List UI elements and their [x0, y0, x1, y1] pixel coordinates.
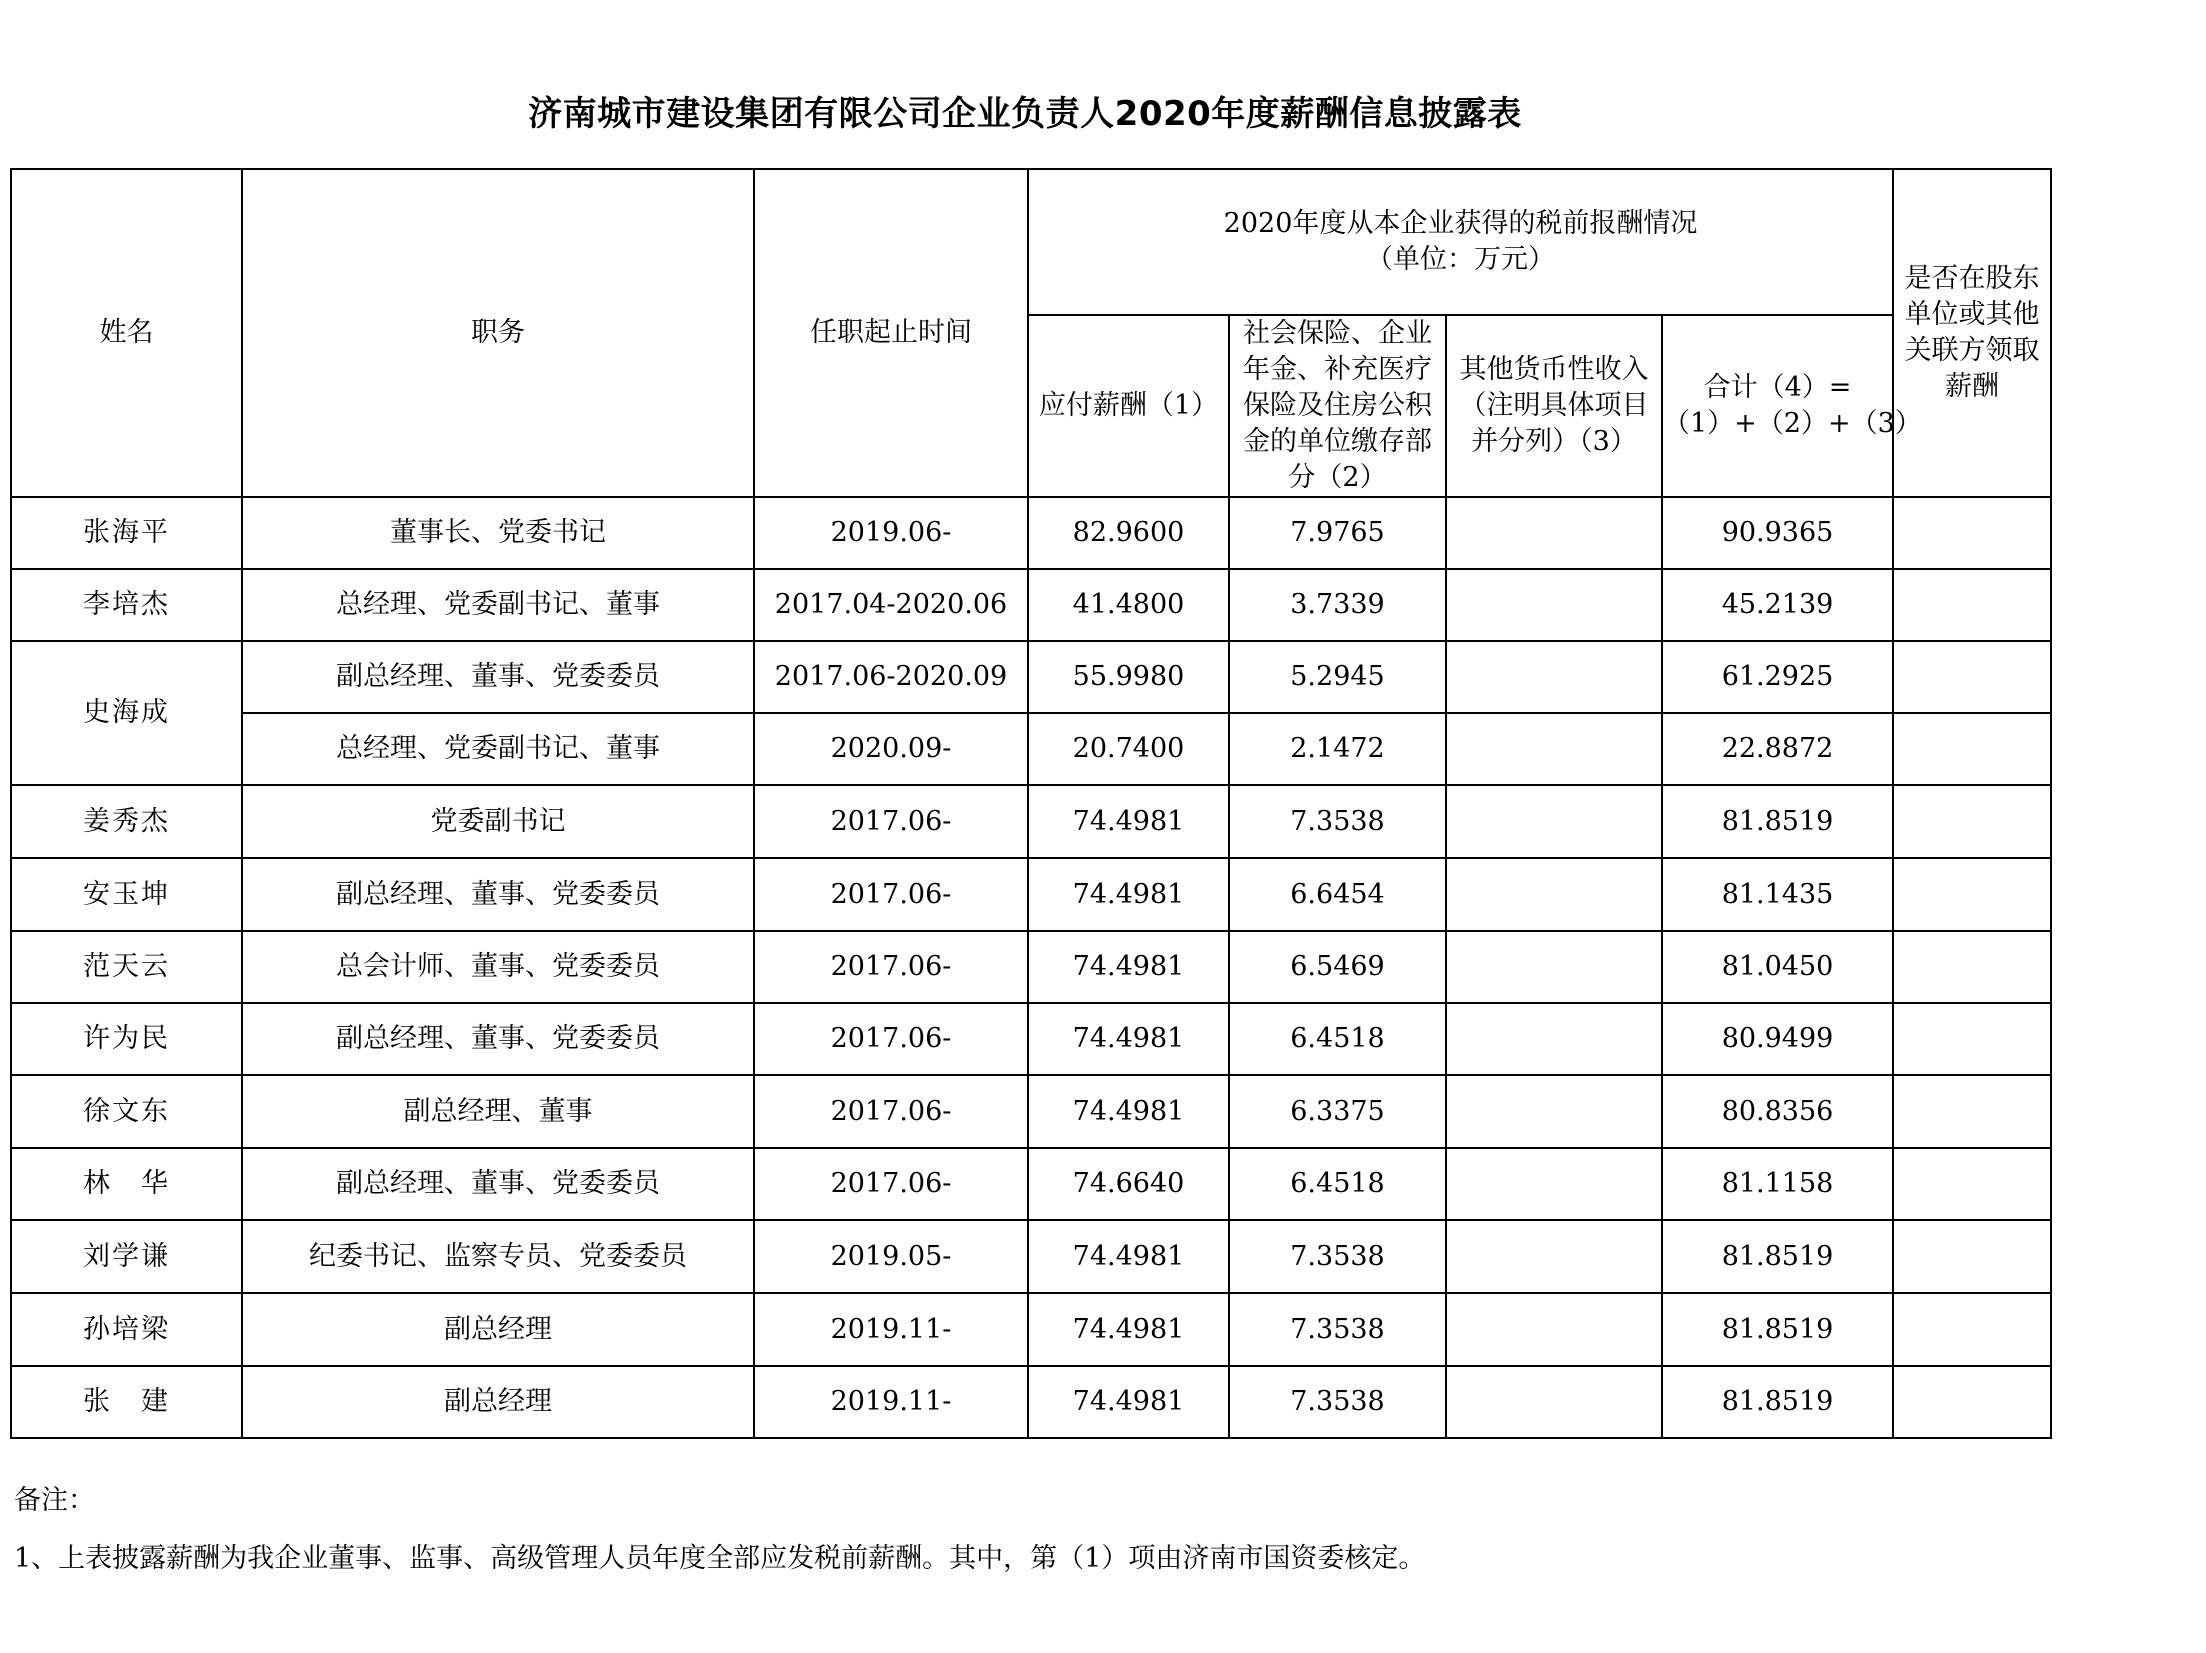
cell-other-income	[1446, 785, 1662, 858]
cell-term: 2017.04-2020.06	[754, 569, 1028, 641]
cell-payable: 74.4981	[1028, 1220, 1229, 1293]
cell-other-party	[1893, 785, 2051, 858]
cell-position: 总经理、党委副书记、董事	[242, 569, 754, 641]
cell-name: 刘学谦	[11, 1220, 242, 1293]
cell-total: 90.9365	[1662, 497, 1893, 569]
cell-other-party	[1893, 1366, 2051, 1438]
cell-name: 李培杰	[11, 569, 242, 641]
cell-term: 2017.06-	[754, 1003, 1028, 1075]
cell-position: 副总经理	[242, 1293, 754, 1366]
cell-name: 史海成	[11, 641, 242, 785]
cell-insurance: 5.2945	[1229, 641, 1446, 713]
table-row	[11, 785, 2051, 858]
cell-payable: 74.6640	[1028, 1148, 1229, 1220]
cell-payable: 74.4981	[1028, 858, 1229, 931]
cell-payable: 20.7400	[1028, 713, 1229, 785]
header-payable-salary: 应付薪酬（1）	[1028, 315, 1229, 497]
table-row	[11, 713, 2051, 785]
table-row	[11, 641, 2051, 713]
cell-position: 党委副书记	[242, 785, 754, 858]
table-row	[11, 1075, 2051, 1148]
cell-other-income	[1446, 713, 1662, 785]
cell-position: 副总经理、董事、党委委员	[242, 641, 754, 713]
cell-other-party	[1893, 641, 2051, 713]
cell-other-party	[1893, 1075, 2051, 1148]
cell-insurance: 7.3538	[1229, 1366, 1446, 1438]
cell-other-income	[1446, 1148, 1662, 1220]
cell-name: 范天云	[11, 931, 242, 1003]
cell-total: 81.1435	[1662, 858, 1893, 931]
header-other-party-pay: 是否在股东单位或其他关联方领取薪酬	[1893, 169, 2051, 497]
cell-position: 纪委书记、监察专员、党委委员	[242, 1220, 754, 1293]
cell-name: 徐文东	[11, 1075, 242, 1148]
table-row	[11, 1003, 2051, 1075]
cell-other-income	[1446, 1003, 1662, 1075]
cell-total: 81.8519	[1662, 1366, 1893, 1438]
cell-other-party	[1893, 1003, 2051, 1075]
cell-other-income	[1446, 1293, 1662, 1366]
table-body	[11, 497, 2051, 1438]
cell-name: 安玉坤	[11, 858, 242, 931]
header-insurance: 社会保险、企业年金、补充医疗保险及住房公积金的单位缴存部分（2）	[1229, 315, 1446, 497]
cell-total: 80.8356	[1662, 1075, 1893, 1148]
cell-insurance: 3.7339	[1229, 569, 1446, 641]
cell-term: 2017.06-	[754, 1075, 1028, 1148]
header-name: 姓名	[11, 169, 242, 497]
cell-total: 80.9499	[1662, 1003, 1893, 1075]
compensation-table	[10, 168, 2052, 1439]
cell-other-income	[1446, 858, 1662, 931]
cell-position: 副总经理、董事	[242, 1075, 754, 1148]
cell-name: 林 华	[11, 1148, 242, 1220]
cell-payable: 74.4981	[1028, 785, 1229, 858]
cell-insurance: 6.5469	[1229, 931, 1446, 1003]
table-row	[11, 1366, 2051, 1438]
table-row	[11, 858, 2051, 931]
cell-insurance: 6.3375	[1229, 1075, 1446, 1148]
header-position: 职务	[242, 169, 754, 497]
cell-name: 张 建	[11, 1366, 242, 1438]
cell-payable: 55.9980	[1028, 641, 1229, 713]
cell-term: 2017.06-	[754, 1148, 1028, 1220]
cell-total: 81.8519	[1662, 1220, 1893, 1293]
header-total: 合计（4）=（1）+（2）+（3）	[1662, 315, 1893, 497]
cell-insurance: 7.9765	[1229, 497, 1446, 569]
cell-insurance: 7.3538	[1229, 1220, 1446, 1293]
cell-total: 22.8872	[1662, 713, 1893, 785]
cell-position: 总会计师、董事、党委委员	[242, 931, 754, 1003]
cell-payable: 74.4981	[1028, 1366, 1229, 1438]
cell-other-income	[1446, 1366, 1662, 1438]
cell-term: 2017.06-2020.09	[754, 641, 1028, 713]
header-group-line2: （单位：万元）	[1366, 244, 1556, 275]
notes-line: 1、上表披露薪酬为我企业董事、监事、高级管理人员年度全部应发税前薪酬。其中，第（1）项由济南市国资委核定。	[14, 1543, 1426, 1574]
cell-position: 副总经理、董事、党委委员	[242, 1148, 754, 1220]
cell-position: 董事长、党委书记	[242, 497, 754, 569]
cell-other-income	[1446, 1075, 1662, 1148]
table-row	[11, 1220, 2051, 1293]
cell-position: 副总经理、董事、党委委员	[242, 858, 754, 931]
cell-term: 2019.11-	[754, 1293, 1028, 1366]
cell-total: 61.2925	[1662, 641, 1893, 713]
cell-other-income	[1446, 1220, 1662, 1293]
cell-other-party	[1893, 1148, 2051, 1220]
cell-term: 2019.11-	[754, 1366, 1028, 1438]
cell-total: 45.2139	[1662, 569, 1893, 641]
cell-other-income	[1446, 931, 1662, 1003]
cell-position: 总经理、党委副书记、董事	[242, 713, 754, 785]
cell-insurance: 2.1472	[1229, 713, 1446, 785]
cell-term: 2017.06-	[754, 858, 1028, 931]
cell-position: 副总经理、董事、党委委员	[242, 1003, 754, 1075]
cell-insurance: 7.3538	[1229, 785, 1446, 858]
cell-term: 2020.09-	[754, 713, 1028, 785]
cell-other-party	[1893, 858, 2051, 931]
cell-term: 2019.05-	[754, 1220, 1028, 1293]
cell-total: 81.1158	[1662, 1148, 1893, 1220]
cell-other-income	[1446, 569, 1662, 641]
cell-insurance: 6.4518	[1229, 1148, 1446, 1220]
table-row	[11, 931, 2051, 1003]
cell-other-party	[1893, 497, 2051, 569]
cell-payable: 74.4981	[1028, 931, 1229, 1003]
cell-term: 2017.06-	[754, 785, 1028, 858]
cell-total: 81.8519	[1662, 1293, 1893, 1366]
cell-insurance: 6.6454	[1229, 858, 1446, 931]
header-term: 任职起止时间	[754, 169, 1028, 497]
cell-other-income	[1446, 497, 1662, 569]
table-row	[11, 1148, 2051, 1220]
cell-other-income	[1446, 641, 1662, 713]
cell-name: 张海平	[11, 497, 242, 569]
header-other-income: 其他货币性收入（注明具体项目并分列）（3）	[1446, 315, 1662, 497]
cell-term: 2019.06-	[754, 497, 1028, 569]
cell-name: 许为民	[11, 1003, 242, 1075]
cell-other-party	[1893, 569, 2051, 641]
cell-name: 孙培梁	[11, 1293, 242, 1366]
cell-insurance: 7.3538	[1229, 1293, 1446, 1366]
table-header	[11, 169, 2051, 497]
cell-payable: 74.4981	[1028, 1293, 1229, 1366]
notes-label: 备注：	[14, 1485, 95, 1516]
cell-other-party	[1893, 1220, 2051, 1293]
page-title: 济南城市建设集团有限公司企业负责人2020年度薪酬信息披露表	[528, 94, 1522, 134]
cell-payable: 41.4800	[1028, 569, 1229, 641]
cell-term: 2017.06-	[754, 931, 1028, 1003]
cell-other-party	[1893, 1293, 2051, 1366]
cell-position: 副总经理	[242, 1366, 754, 1438]
cell-name: 姜秀杰	[11, 785, 242, 858]
cell-total: 81.8519	[1662, 785, 1893, 858]
cell-payable: 74.4981	[1028, 1075, 1229, 1148]
cell-insurance: 6.4518	[1229, 1003, 1446, 1075]
cell-other-party	[1893, 713, 2051, 785]
cell-payable: 82.9600	[1028, 497, 1229, 569]
table-row	[11, 497, 2051, 569]
table-row	[11, 569, 2051, 641]
header-compensation-group	[1028, 169, 1893, 315]
cell-other-party	[1893, 931, 2051, 1003]
header-group-line1: 2020年度从本企业获得的税前报酬情况	[1223, 208, 1698, 239]
cell-total: 81.0450	[1662, 931, 1893, 1003]
cell-payable: 74.4981	[1028, 1003, 1229, 1075]
table-row	[11, 1293, 2051, 1366]
